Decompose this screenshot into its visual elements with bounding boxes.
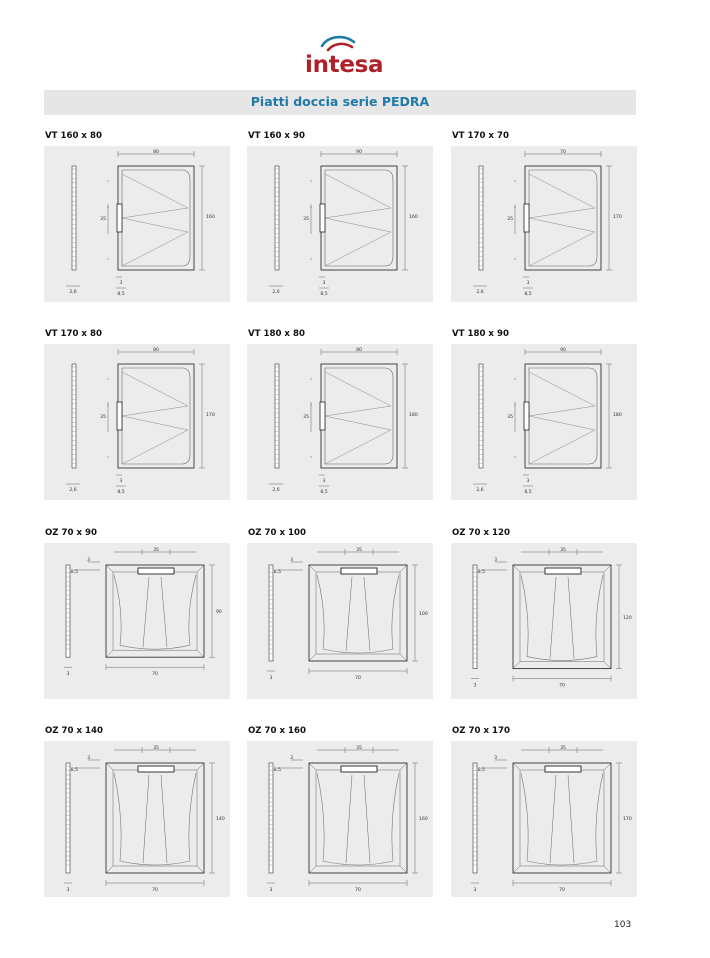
tray-outline [118,364,194,468]
vt-drawing-panel [451,146,637,302]
height-dimension-label: 90 [216,610,222,616]
top-offset-label: 3 [87,756,90,761]
vt-drawing-panel [247,344,433,500]
bottom-dimension-label: 3 [322,479,326,484]
bottom-dimension-label: 3 [526,281,530,286]
drain-dimension-label: 35 [153,746,159,751]
product-label: OZ 70 x 160 [248,726,306,736]
drain-channel [117,402,122,430]
drain-channel [320,402,325,430]
height-dimension-label: 180 [409,413,418,418]
slope-line [143,775,149,863]
title-bar [44,90,636,115]
top-offset-label: 3 [494,558,497,563]
slope-line [161,775,167,863]
oz-technical-drawing [247,741,433,897]
drain-dimension-label: 35 [560,548,566,553]
slope-line [568,775,574,863]
slope-line [346,577,352,651]
corner-line [309,565,316,572]
oz-drawing-panel [44,543,230,699]
basin-contour [114,773,196,865]
product-label: OZ 70 x 140 [45,726,103,736]
side-dimension-label: 2,6 [272,488,280,493]
drain-dimension-label: 35 [507,415,513,420]
width-dimension-label: 70 [355,888,361,893]
corner-line [513,763,520,770]
side-profile [72,364,76,468]
drain-dimension-label: 35 [100,217,106,222]
height-dimension-label: 160 [409,215,418,220]
corner-line [309,654,316,661]
side-dimension-label: 3 [66,888,70,893]
corner-line [197,866,204,873]
corner-line [513,565,520,572]
slope-line [364,577,370,651]
oz-technical-drawing [44,741,230,897]
logo-swoosh-icon [318,34,358,54]
tray-outline [525,364,601,468]
bottom-dimension-label: 3 [119,479,123,484]
drain-channel [545,766,581,772]
bottom-dimension-label: 8,5 [524,490,532,495]
bottom-dimension-label: 8,5 [117,490,125,495]
corner-line [197,650,204,657]
slope-line [346,775,352,863]
height-dimension-label: 170 [623,817,632,822]
product-label: OZ 70 x 170 [452,726,510,736]
corner-line [309,763,316,770]
top-offset-label: 3 [87,558,90,563]
tray-inner-outline [325,170,393,266]
tray-outline [118,166,194,270]
bottom-dimension-label: 3 [119,281,123,286]
slope-lines [325,372,391,464]
width-dimension-label: 70 [560,150,566,155]
drain-dimension-label: 35 [507,217,513,222]
corner-line [197,565,204,572]
tray-inner-outline [316,770,400,866]
tray-inner-outline [113,572,197,650]
tray-inner-outline [113,770,197,866]
basin-contour [521,575,603,661]
vt-drawing-panel [44,146,230,302]
corner-line [604,565,611,572]
drain-dimension-label: 35 [100,415,106,420]
product-label: VT 170 x 80 [45,329,102,339]
oz-drawing-panel [44,741,230,897]
slope-lines [529,174,595,266]
top-offset-label: 8,5 [70,570,78,575]
product-label: VT 180 x 80 [248,329,305,339]
drain-channel [545,568,581,574]
tray-outline [321,166,397,270]
slope-line [143,577,149,647]
height-dimension-label: 140 [216,817,225,822]
side-dimension-label: 2,6 [476,488,484,493]
tray-inner-outline [316,572,400,654]
side-dimension-label: 3 [269,676,273,681]
vt-technical-drawing [44,146,230,302]
bottom-dimension-label: 3 [526,479,530,484]
side-profile [479,166,483,270]
drain-channel [138,766,174,772]
product-label: OZ 70 x 100 [248,528,306,538]
oz-technical-drawing [451,543,637,699]
slope-lines [122,174,188,266]
vt-drawing-panel [451,344,637,500]
width-dimension-label: 80 [153,348,159,353]
product-label: VT 160 x 90 [248,131,305,141]
bottom-dimension-label: 8,5 [524,292,532,297]
basin-contour [317,773,399,865]
oz-drawing-panel [451,741,637,897]
bottom-dimension-label: 8,5 [117,292,125,297]
drain-channel [138,568,174,574]
drain-channel [320,204,325,232]
vt-drawing-panel [247,146,433,302]
product-label: VT 170 x 70 [452,131,509,141]
slope-lines [325,174,391,266]
vt-technical-drawing [451,344,637,500]
slope-line [161,577,167,647]
side-dimension-label: 2,6 [69,290,77,295]
drain-channel [117,204,122,232]
slope-lines [122,372,188,464]
vt-technical-drawing [44,344,230,500]
corner-line [604,866,611,873]
drain-channel [341,766,377,772]
corner-line [197,763,204,770]
product-label: OZ 70 x 120 [452,528,510,538]
corner-line [309,866,316,873]
width-dimension-label: 70 [559,888,565,893]
vt-technical-drawing [247,344,433,500]
vt-technical-drawing [451,146,637,302]
tray-outline [525,166,601,270]
corner-line [400,763,407,770]
width-dimension-label: 80 [153,150,159,155]
oz-technical-drawing [451,741,637,897]
brand-logo [300,34,384,80]
oz-technical-drawing [44,543,230,699]
side-dimension-label: 3 [473,888,477,893]
drain-dimension-label: 35 [356,746,362,751]
corner-line [604,763,611,770]
top-offset-label: 8,5 [70,768,78,773]
tray-inner-outline [325,368,393,464]
corner-line [400,866,407,873]
top-offset-label: 8,5 [477,570,485,575]
side-dimension-label: 2,6 [69,488,77,493]
corner-line [400,654,407,661]
side-profile [473,565,477,669]
slope-line [550,775,556,863]
height-dimension-label: 170 [206,413,215,418]
drain-channel [524,204,529,232]
vt-drawing-panel [44,344,230,500]
bottom-dimension-label: 8,5 [320,490,328,495]
width-dimension-label: 70 [152,888,158,893]
tray-inner-outline [520,572,604,662]
vt-technical-drawing [247,146,433,302]
bottom-dimension-label: 8,5 [320,292,328,297]
tray-inner-outline [122,368,190,464]
drain-channel [524,402,529,430]
side-profile [275,166,279,270]
top-offset-label: 8,5 [477,768,485,773]
tray-inner-outline [122,170,190,266]
basin-contour [114,575,196,649]
height-dimension-label: 100 [419,612,428,617]
page-title: Piatti doccia serie PEDRA [250,94,430,109]
corner-line [513,662,520,669]
width-dimension-label: 70 [559,683,565,689]
corner-line [513,866,520,873]
drain-dimension-label: 35 [560,746,566,751]
page-number: 103 [614,920,632,930]
side-dimension-label: 3 [269,888,273,893]
slope-lines [529,372,595,464]
side-dimension-label: 2,6 [476,290,484,295]
oz-technical-drawing [247,543,433,699]
top-offset-label: 8,5 [273,570,281,575]
top-offset-label: 3 [290,558,293,563]
height-dimension-label: 120 [623,615,632,621]
product-label: VT 180 x 90 [452,329,509,339]
slope-line [568,577,574,659]
tray-inner-outline [529,170,597,266]
width-dimension-label: 90 [356,150,362,155]
corner-line [400,565,407,572]
slope-line [364,775,370,863]
oz-drawing-panel [451,543,637,699]
side-profile [275,364,279,468]
height-dimension-label: 180 [613,413,622,418]
height-dimension-label: 160 [206,215,215,220]
height-dimension-label: 160 [419,817,428,822]
basin-contour [317,575,399,653]
drain-dimension-label: 35 [303,415,309,420]
drain-dimension-label: 35 [153,548,159,553]
side-profile [479,364,483,468]
drain-channel [341,568,377,574]
corner-line [106,763,113,770]
oz-drawing-panel [247,543,433,699]
side-profile [66,565,70,657]
corner-line [106,565,113,572]
corner-line [106,866,113,873]
side-dimension-label: 3 [473,683,477,689]
height-dimension-label: 170 [613,215,622,220]
tray-inner-outline [520,770,604,866]
width-dimension-label: 80 [356,348,362,353]
tray-outline [321,364,397,468]
drain-dimension-label: 35 [303,217,309,222]
corner-line [604,662,611,669]
corner-line [106,650,113,657]
width-dimension-label: 70 [355,676,361,681]
top-offset-label: 8,5 [273,768,281,773]
basin-contour [521,773,603,865]
side-profile [72,166,76,270]
slope-line [550,577,556,659]
brand-name: intesa [305,52,384,78]
tray-inner-outline [529,368,597,464]
side-dimension-label: 2,6 [272,290,280,295]
product-label: OZ 70 x 90 [45,528,97,538]
product-label: VT 160 x 80 [45,131,102,141]
oz-drawing-panel [247,741,433,897]
width-dimension-label: 90 [560,348,566,353]
top-offset-label: 3 [494,756,497,761]
top-offset-label: 3 [290,756,293,761]
side-dimension-label: 3 [66,672,70,678]
width-dimension-label: 70 [152,672,158,678]
bottom-dimension-label: 3 [322,281,326,286]
drain-dimension-label: 35 [356,548,362,553]
